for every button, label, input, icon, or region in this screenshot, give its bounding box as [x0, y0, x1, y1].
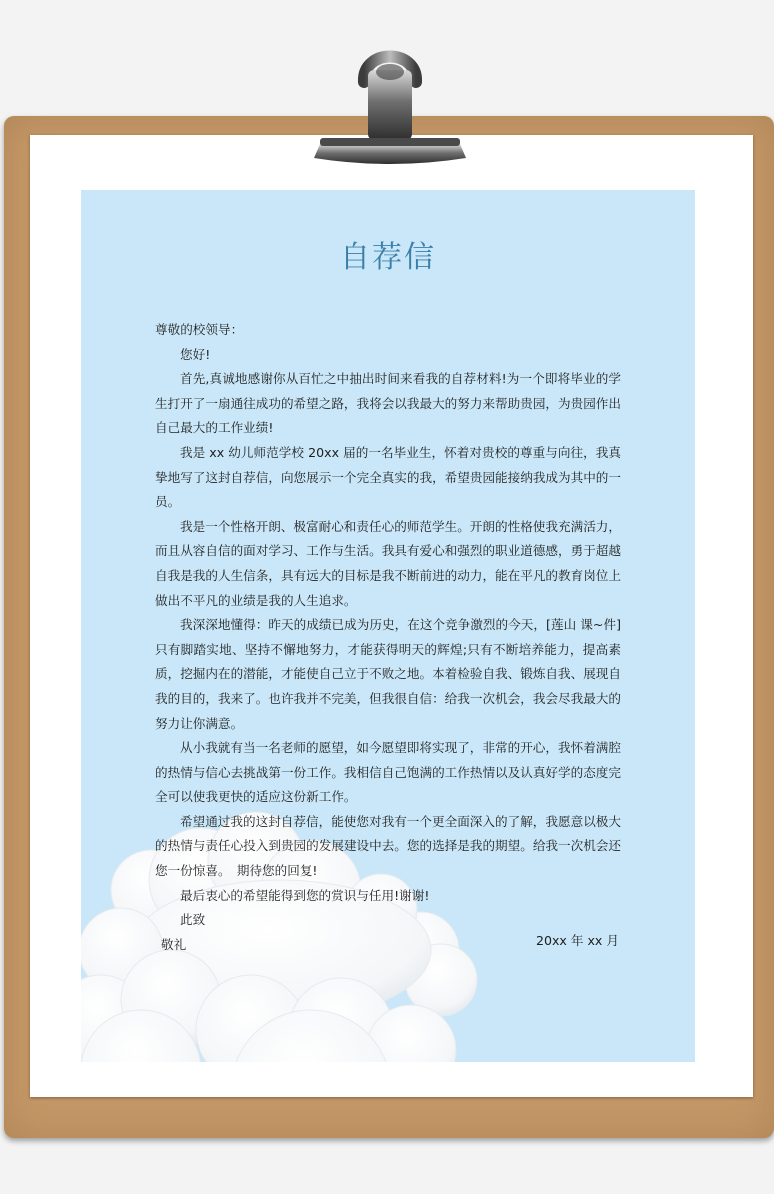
binder-clip-icon: [300, 20, 480, 180]
paragraph: 我是 xx 幼儿师范学校 20xx 届的一名毕业生，怀着对贵校的尊重与向往，我真挚地写了这封自荐信，向您展示一个完全真实的我，希望贵园能接纳我成为其中的一员。: [155, 444, 621, 510]
letter-date: 20xx 年 xx 月: [535, 933, 619, 948]
paragraph: 从小我就有当一名老师的愿望，如今愿望即将实现了，非常的开心，我怀着满腔的热情与信心去挑战第一份工作。我相信自己饱满的工作热情以及认真好学的态度完全可以使我更快的适应这份新工作。: [155, 740, 621, 805]
paragraph: 首先,真诚地感谢你从百忙之中抽出时间来看我的自荐材料!为一个即将毕业的学生打开了一扇通往成功的希望之路，我将会以我最大的努力来帮助贵园，为贵园作出自己最大的工作业绩!: [155, 371, 621, 436]
salutation: 尊敬的校领导：: [155, 322, 244, 337]
closing-regards: 敬礼: [161, 936, 187, 952]
greeting: 您好!: [180, 346, 211, 362]
paragraph: 希望通过我的这封自荐信，能使您对我有一个更全面深入的了解，我愿意以极大的热情与责任心投入到贵园的发展建设中去。您的选择是我的期望。给我一次机会还您一份惊喜。 期待您的回复!: [155, 813, 621, 879]
letter-title: 自荐信: [340, 240, 436, 275]
paragraph: 我深深地懂得：昨天的成绩已成为历史，在这个竞争激烈的今天，[莲山 课~件]只有脚踏实地、坚持不懈地努力，才能获得明天的辉煌;只有不断培养能力，提高素质，挖掘内在的潜能，才能使自己立于不败之地。本着检验自我、锻炼自我、展现自我的目的，我来了。也许我并不完美，但我很自信：给我一次机会，我会尽我最大的努力让你满意。: [155, 617, 621, 731]
letter-panel: [81, 190, 695, 1062]
paragraph: 我是一个性格开朗、极富耐心和责任心的师范学生。开朗的性格使我充满活力，而且从容自信的面对学习、工作与生活。我具有爱心和强烈的职业道德感，勇于超越自我是我的人生信条，具有远大的目标是我不断前进的动力，能在平凡的教育岗位上做出不平凡的业绩是我的人生追求。: [155, 518, 621, 608]
letter-body: [155, 318, 621, 957]
closing-line: 此致: [180, 912, 206, 928]
paragraph: 最后衷心的希望能得到您的赏识与任用!谢谢!: [180, 887, 430, 903]
